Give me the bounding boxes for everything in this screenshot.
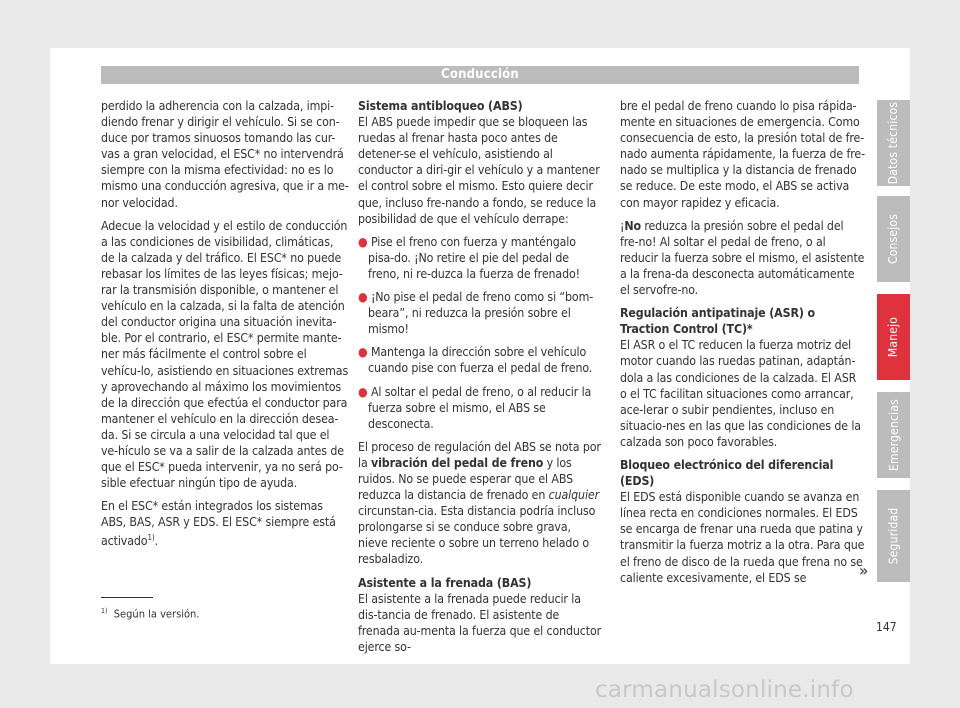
tab-label: Manejo [886,316,901,358]
bullet-item [358,289,603,337]
bullet-icon: ● [358,290,368,305]
watermark[interactable]: carmanualsonline.info [595,677,854,703]
text: circunstan-cia. Esta distancia podría incluso prolongarse si se conduce sobre grava, nieve reciente o sobre un terreno helado o resbaladizo. [358,504,596,567]
section-heading-bas: Asistente a la frenada (BAS) [358,575,532,590]
paragraph: Adecue la velocidad y el estilo de conducción a las condiciones de visibilidad, climáticas, de la calzada y del tráfico. El ESC* no puede rebasar los límites de las leyes físicas; mejo-rar la transmisión disponible, o mantener el vehículo en la calzada, si la falta de atención del conductor origina una situación inevita-ble. Por el contrario, el ESC* permite mante-ner más fácilmente el control sobre el vehícu-lo, asistiendo en situaciones extremas y aprovechando al máximo los movimientos de la dirección que efectúa el conductor para mantener el vehículo en la dirección desea-da. Si se circula a una velocidad tal que el ve-hículo se va a salir de la calzada antes de que el ESC* pueda intervenir, ya no será po-sible efectuar ningún tipo de ayuda. [101,218,349,491]
paragraph-text: En el ESC* están integrados los sistemas ABS, BAS, ASR y EDS. El ESC* siempre está activado [101,499,336,549]
footnote [101,607,199,621]
bullet-text: Al soltar el pedal de freno, o al reducir la fuerza sobre el mismo, el ABS se desconecta. [368,384,592,431]
bold-text: No [624,218,641,233]
footnote-marker: 1) [101,607,108,615]
text: ¡ [620,218,625,233]
bullet-text: Pise el freno con fuerza y manténgalo pisa-do. ¡No retire el pie del pedal de freno, ni re-duzca la fuerza de frenado! [368,234,580,281]
bullet-icon: ● [358,345,368,360]
tab-manejo[interactable] [877,294,910,380]
bullet-item [358,234,603,282]
page-number: 147 [876,620,897,634]
tab-label: Emergencias [886,399,901,471]
paragraph: El ASR o el TC reducen la fuerza motriz del motor cuando las ruedas patinan, adaptán-dola a las condiciones de la calzada. El ASR o el TC facilitan situaciones como arrancar, ace-lerar o subir pendientes, incluso en situacio-nes en las que las condiciones de la calzada son poco favorables. [620,338,861,449]
text: El proceso de regulación del ABS se nota por la [358,439,601,470]
tab-datos-tecnicos[interactable] [877,100,910,186]
paragraph: El EDS está disponible cuando se avanza en línea recta en condiciones normales. El EDS se encarga de frenar una rueda que patina y transmitir la fuerza motriz a la otra. Para que el freno de disco de la rueda que frena no se caliente excesivamente, el EDS se [620,490,865,585]
paragraph [101,498,349,549]
column-2 [358,98,603,662]
paragraph: perdido la adherencia con la calzada, impi-diendo frenar y dirigir el vehículo. Si se con-duce por tramos sinuosos tomando las cur-vas a gran velocidad, el ESC* no intervendrá siempre con la misma efectividad: no es lo mismo una conducción agresiva, que ir a me-nor velocidad. [101,99,349,210]
text: y los ruidos. No se puede esperar que el ABS reduzca la distancia de frenado en [358,455,573,503]
paragraph-end: . [154,534,158,549]
bullet-icon: ● [358,234,368,249]
paragraph: El asistente a la frenada puede reducir la dis-tancia de frenado. El asistente de frenada au-menta la fuerza que el conductor ejerce so- [358,591,602,654]
section-heading-eds: Bloqueo electrónico del diferencial (EDS) [620,457,834,489]
footnote-ref[interactable]: 1) [147,533,155,543]
column-3 [620,98,865,593]
bullet-item [358,344,603,376]
footnote-divider [101,597,153,598]
column-1 [101,98,349,557]
section-heading-abs: Sistema antibloqueo (ABS) [358,99,523,113]
bold-text: vibración del pedal de freno [371,455,544,470]
paragraph [620,218,865,298]
tab-seguridad[interactable] [877,490,910,582]
text: reduzca la presión sobre el pedal del fre-no! Al soltar el pedal de freno, o al reducir la fuerza sobre el mismo, el asistente a la frena-da desconecta automáticamente el servofre-no. [620,218,865,298]
paragraph: bre el pedal de freno cuando lo pisa rápida-mente en situaciones de emergencia. Como consecuencia de esto, la presión total de fre-nado aumenta rápidamente, la fuerza de fre-nado se multiplica y la distancia de frenado se reduce. De este modo, el ABS se activa con mayor rapidez y eficacia. [620,99,865,210]
bullet-text: Mantenga la dirección sobre el vehículo cuando pise con fuerza el pedal de freno. [368,345,593,376]
tab-label: Consejos [886,213,901,265]
footnote-text: Según la versión. [113,607,200,621]
tab-emergencias[interactable] [877,392,910,478]
continue-arrow-icon: » [859,561,869,580]
bullet-icon: ● [358,384,368,399]
paragraph [358,439,603,568]
italic-text: cualquier [548,488,600,503]
tab-label: Datos técnicos [886,101,901,185]
bullet-text: ¡No pise el pedal de freno como si “bom-beara”, ni reduzca la presión sobre el mismo! [368,290,594,337]
tab-label: Seguridad [886,507,901,565]
bullet-item [358,384,603,432]
section-heading-asr: Regulación antipatinaje (ASR) o Traction Control (TC)* [620,306,816,337]
tab-consejos[interactable] [877,196,910,282]
paragraph: El ABS puede impedir que se bloqueen las ruedas al frenar hasta poco antes de detener-se el vehículo, asistiendo al conductor a diri-gir el vehículo y a mantener el control sobre el mismo. Esto quiere decir que, incluso fre-nando a fondo, se reduce la posibilidad de que el vehículo derrape: [358,115,600,226]
page-title: Conducción [101,66,859,84]
